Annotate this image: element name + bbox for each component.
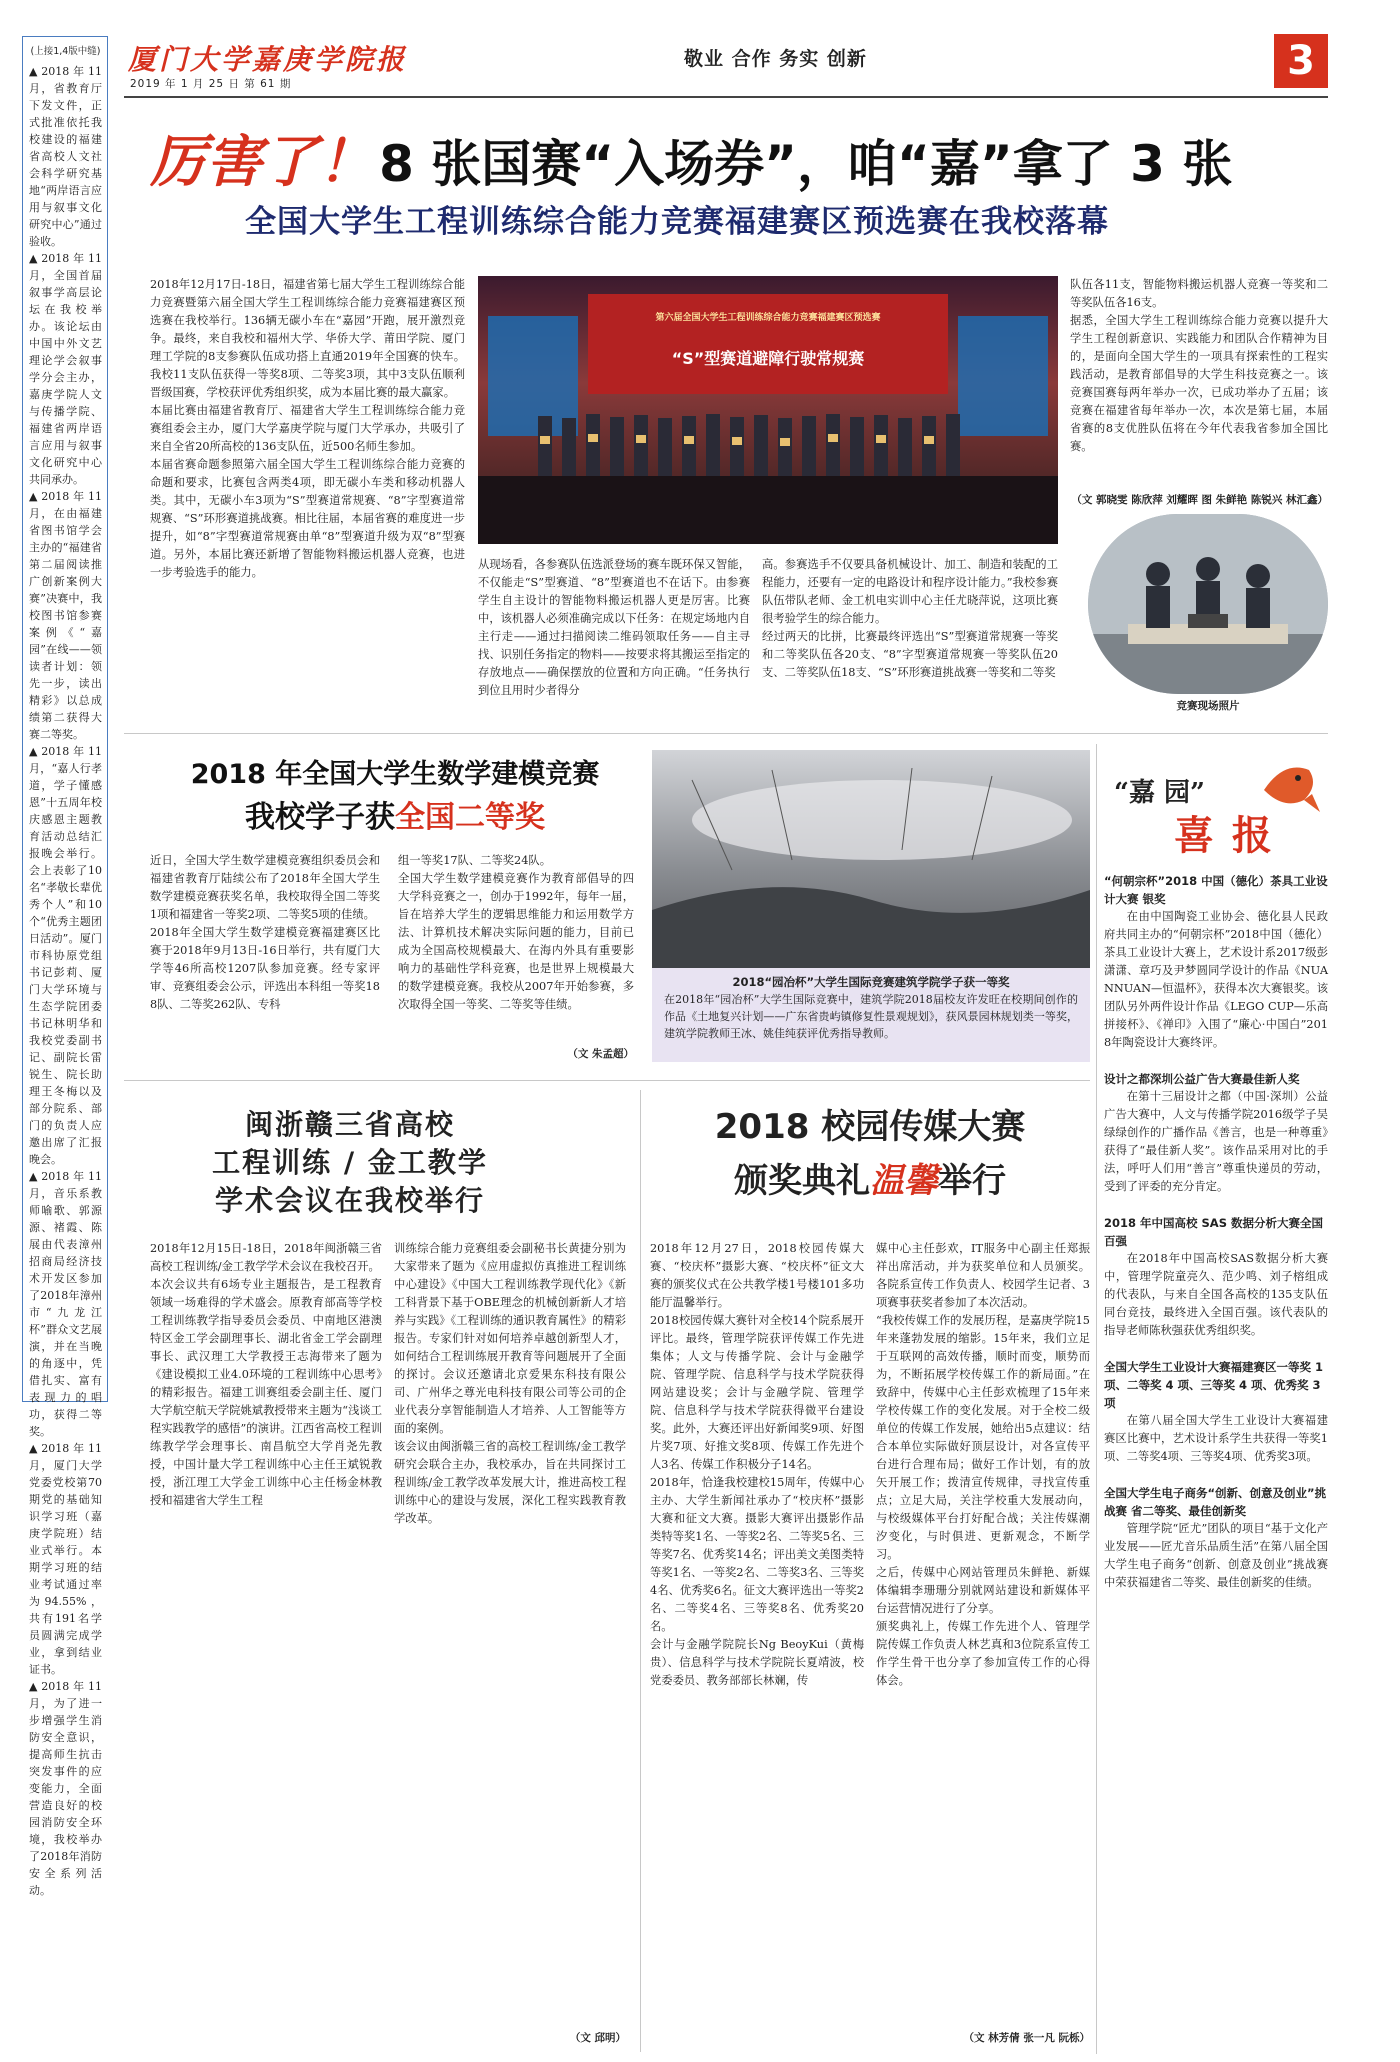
stage-backdrop xyxy=(588,294,948,394)
sidebar-news-briefs: ▲2018年11月，省教育厅下发文件，正式批准依托我校建设的福建省高校人文社会科学研究基地“两岸语言应用与叙事文化研究中心”通过验收。 ▲2018年11月，全国首届叙事学高层论坛在我校举办。该论坛由中国中外文艺理论学会叙事学分会主办，嘉庚学院人文与传播学院、福建省两岸语言应用与叙事文化研究中心共同承办。 ▲2018年11月，在由福建省图书馆学会主办的“福建省第二届阅读推广创新案例大赛”决赛中，我校图书馆参赛案例《“嘉园”在线——领读者计划：领先一步，读出精彩》以总成绩第二获得大赛二等奖。 ▲2018年11月，“嘉人行孝道，学子懂感恩”十五周年校庆感恩主题教育活动总结汇报晚会举行。会上表彰了10名“孝敬长辈优秀个人”和10个“优秀主题团日活动”。厦门市科协原党组书记彭莉、厦门大学环境与生态学院团委书记林明华和我校党委副书记、副院长雷锐生、院长助理王冬梅以及部分院系、部门的负责人应邀出席了汇报晚会。 ▲2018年11月，音乐系教师喻歌、郭源源、褚霞、陈展由代表漳州招商局经济技术开发区参加了2018年漳州市“九龙江杯”群众文艺展演，并在当晚的角逐中，凭借扎实、富有表现力的唱功，获得二等奖。 ▲2018年11月，厦门大学党委党校第70期党的基础知识学习班（嘉庚学院班）结业式举行。本期学习班的结业考试通过率为94.55%，共有191名学员圆满完成学业，拿到结业证书。 ▲2018年11月，为了进一步增强学生消防安全意识，提高师生抗击突发事件的应变能力，全面营造良好的校园消防安全环境，我校举办了2018年消防安全系列活动。 xyxy=(29,65,102,1897)
issue-date: 2019 年 1 月 25 日 第 61 期 xyxy=(130,78,292,90)
a2-title-line2 xyxy=(150,792,640,836)
a5-title-line2 xyxy=(650,1154,1090,1208)
a3-caption-body: 在2018年“园冶杯”大学生国际竞赛中，建筑学院2018届校友许发旺在校期间创作的作品《土地复兴计划——广东省贵屿镇修复性景观规划》，获风景园林规划类一等奖，建筑学院教师王冰、姚佳纯获评优秀指导教师。 xyxy=(664,993,1078,1040)
xibao-item-title: 全国大学生电子商务“创新、创意及创业”挑战赛 省二等奖、最佳创新奖 xyxy=(1104,1486,1327,1518)
divider-xibao xyxy=(1096,744,1097,2054)
a4-headline xyxy=(150,1106,550,1220)
xibao-header-subtitle: 喜 报 xyxy=(1174,812,1274,859)
terrain xyxy=(652,887,1090,968)
stage-screen-right xyxy=(958,316,1048,436)
xibao-item-title: 全国大学生工业设计大赛福建赛区一等奖 1 项、二等奖 4 项、三等奖 4 项、优秀奖 3 项 xyxy=(1104,1360,1324,1410)
a4-title-line3: 学术会议在我校举行 xyxy=(214,1184,485,1217)
a2-col2: 组一等奖17队、二等奖24队。 全国大学生数学建模竞赛作为教育部倡导的四大学科竞赛之一，创办于1992年，每年一届，旨在培养大学生的逻辑思维能力和运用数学方法、计算机技术解决实际问题的能力，目前已成为全国高校规模最大、在海内外具有重要影响力的基础性学科竞赛，也是世界上规模最大的数学建模竞赛。我校从2007年开始参赛，多次取得全国一等奖、二等奖等佳绩。 xyxy=(398,854,634,1011)
xibao-item-body: 在第八届全国大学生工业设计大赛福建赛区比赛中，艺术设计系学生共获得一等奖1项、二等奖4项、三等奖4项、优秀奖3项。 xyxy=(1104,1414,1328,1463)
a1-kicker: 厉害了！ xyxy=(150,129,374,195)
contest-scene-illustration xyxy=(1088,514,1328,694)
xibao-item-title: 设计之都深圳公益广告大赛最佳新人奖 xyxy=(1104,1072,1300,1086)
xibao-item xyxy=(1104,1358,1328,1466)
a2-col1: 近日，全国大学生数学建模竞赛组织委员会和福建省教育厅陆续公布了2018年全国大学生数学建模竞赛获奖名单，我校取得全国二等奖1项和福建省一等奖2项、二等奖5项的佳绩。 2018年全国大学生数学建模竞赛福建赛区比赛于2018年9月13日-16日举行，共有厦门大学等46所高校1207队参加竞赛。经专家评审、竞赛组委会公示，评选出本科组一等奖188队、二等奖262队、专科 xyxy=(150,854,380,1011)
masthead-title: 厦门大学嘉庚学院报 xyxy=(128,43,408,76)
a2-title-red: 全国二等奖 xyxy=(395,800,545,835)
xibao-item-title: “何朝宗杯”2018 中国（德化）茶具工业设计大赛 银奖 xyxy=(1104,874,1328,906)
a1-title: 8 张国赛“入场券”，咱“嘉”拿了 3 张 xyxy=(379,135,1233,193)
xibao-box xyxy=(1104,750,1328,2062)
award-ceremony-photo xyxy=(478,276,1058,544)
stage-floor xyxy=(478,476,1058,544)
a5-headline xyxy=(650,1100,1090,1208)
xibao-item-body: 在2018年中国高校SAS数据分析大赛中，管理学院童亮久、范少鸣、刘子榕组成的代表队，与来自全国各高校的135支队伍同台竞技，最终进入全国百强。该代表队的指导老师陈秋强获优秀组织奖。 xyxy=(1104,1252,1328,1337)
a2-credit: （文 朱孟超） xyxy=(567,1048,634,1060)
xibao-item xyxy=(1104,1214,1328,1340)
sidebar-column xyxy=(22,36,108,1897)
a4-col2: 训练综合能力竞赛组委会副秘书长黄捷分别为大家带来了题为《应用虚拟仿真推进工程训练中心建设》《中国大工程训练教学现代化》《新工科背景下基于OBE理念的机械创新新人才培养与实践》《工程训练的通识教育属性》的精彩报告。专家们针对如何培养卓越创新型人才，如何结合工程训练展开教育等问题展开了全面的探讨。会议还邀请北京爱果东科技有限公司、广州华之尊光电科技有限公司等公司的企业代表分享智能制造人才培养、人工智能等方面的案例。 该会议由闽浙赣三省的高校工程训练/金工教学研究会联合主办，我校承办，旨在共同探讨工程训练/金工教学改革发展大计，推进高校工程训练中心的建设与发展，深化工程实践教育教学改革。 xyxy=(394,1242,626,1525)
xibao-header-title: “嘉 园” xyxy=(1114,778,1205,808)
page-number: 3 xyxy=(1287,38,1315,84)
a2-title-line1: 2018 年全国大学生数学建模竞赛 xyxy=(190,759,600,790)
xibao-item xyxy=(1104,1070,1328,1196)
xibao-item xyxy=(1104,872,1328,1052)
a4-title-line1: 闽浙赣三省高校 xyxy=(244,1108,455,1141)
stage-banner-subtitle: “S”型赛道避障行驶常规赛 xyxy=(671,349,865,368)
a1-col4: 队伍各11支，智能物料搬运机器人竞赛一等奖和二等奖队伍各16支。 据悉，全国大学生工程训练综合能力竞赛以提升大学生工程创新意识、实践能力和团队合作精神为目的，是面向全国大学生的一项具有探索性的工程实践活动，是教育部倡导的大学生科技竞赛之一。该竞赛国赛每两年举办一次，已成功举办了五届；该竞赛在福建省每年举办一次，本次是第七届，本届省赛的8支优胜队伍将在今年代表我省参加全国比赛。 xyxy=(1070,278,1328,453)
masthead-slogan: 敬业 合作 务实 创新 xyxy=(684,48,867,70)
divider-1 xyxy=(124,733,1328,734)
xibao-item-body: 管理学院“匠尤”团队的项目“基于文化产业发展——匠尤音乐品质生活”在第八届全国大学生电子商务“创新、创意及创业”挑战赛中荣获福建省二等奖、最佳创新奖的佳绩。 xyxy=(1104,1522,1328,1589)
xibao-item-title: 2018 年中国高校 SAS 数据分析大赛全国百强 xyxy=(1104,1216,1323,1248)
a5-title-part1: 颁奖典礼 xyxy=(734,1161,870,1201)
yuanye-cup-design-image xyxy=(652,750,1090,968)
koi-fish-icon xyxy=(1254,750,1324,820)
a1-headline xyxy=(150,118,1300,195)
stage-banner-text: 第六届全国大学生工程训练综合能力竞赛福建赛区预选赛 xyxy=(655,313,881,323)
page-number-badge xyxy=(1274,34,1328,88)
a1-col2: 从现场看，各参赛队伍选派登场的赛车既环保又智能，不仅能走“S”型赛道、“8”型赛道也不在话下。由参赛学生自主设计的智能物料搬运机器人更是厉害。比赛中，该机器人必须准确完成以下任务：在规定场地内自主行走——通过扫描阅读二维码领取任务——自主寻找、识别任务指定的物料——按要求将其搬运至指定的存放地点——确保摆放的位置和方向正确。“任务执行到位且用时少者得分 xyxy=(478,558,750,697)
a2-title-black: 我校学子获 xyxy=(245,800,395,835)
a4-title-line2: 工程训练 / 金工教学 xyxy=(212,1146,488,1179)
a5-col2: 媒中心主任彭欢，IT服务中心副主任郑振祥出席活动，并为获奖单位和人员颁奖。各院系宣传工作负责人、校园学生记者、3项赛事获奖者参加了本次活动。 “我校传媒工作的发展历程，是嘉庚学院15年来蓬勃发展的缩影。15年来，我们立足于互联网的高效传播，顺时而变，顺势而为，不断拓展学校传媒工作的新局面。”在致辞中，传媒中心主任彭欢梳理了15年来学校传媒工作的变化发展。对于全校二级单位的传媒工作发展，她给出5点建议：结合本单位实际做好顶层设计，对各宣传平台进行合理布局；做好工作计划，有的放矢开展工作；拨清宣传规律，寻找宣传重点；立足大局，关注学校重大发展动向，与校级媒体平台打好配合战；关注传媒潮汐变化，与时俱进、更新观念，不断学习。 之后，传媒中心网站管理员朱鲜艳、新媒体编辑李珊珊分别就网站建设和新媒体平台运营情况进行了分享。 颁奖典礼上，传媒工作先进个人、管理学院传媒工作负责人林艺真和3位院系宣传工作学生骨干也分享了参加宣传工作的心得体会。 xyxy=(876,1242,1090,1687)
xibao-item-body: 在由中国陶瓷工业协会、德化县人民政府共同主办的“何朝宗杯”2018中国（德化）茶具工业设计大赛上，艺术设计系2017级彭潇潇、章巧及尹梦圆同学设计的作品《NUANNUAN—恒温杯》，获得本次大赛银奖。该团队另外两件设计作品《LEGO CUP—乐高拼接杯》、《禅印》入围了“廉心·中国白”2018年陶瓷设计大赛终评。 xyxy=(1104,910,1328,1049)
masthead xyxy=(124,36,1328,94)
a5-title-line1: 2018 校园传媒大赛 xyxy=(714,1107,1026,1147)
cloud-layer xyxy=(692,780,1072,860)
xibao-header xyxy=(1104,750,1328,868)
divider-vertical xyxy=(640,1090,641,2052)
award-winners-row xyxy=(538,414,960,476)
contest-photo-caption: 竞赛现场照片 xyxy=(1176,700,1240,712)
contest-scene-photo xyxy=(1088,514,1328,694)
xibao-item-body: 在第十三届设计之都（中国·深圳）公益广告大赛中，人文与传播学院2016级学子吴绿绿创作的广播作品《善言，也是一种尊重》获得了“最佳新人奖”。该作品采用对比的手法，呼吁人们用“善言”尊重快递员的劳动，受到了评委的充分肯定。 xyxy=(1104,1090,1328,1193)
a3-caption-box xyxy=(652,968,1090,1062)
a1-col3: 高。参赛选手不仅要具备机械设计、加工、制造和装配的工程能力，还要有一定的电路设计和程序设计能力。”我校参赛队伍带队老师、金工机电实训中心主任尤晓萍说，这项比赛很考验学生的综合能力。 经过两天的比拼，比赛最终评选出“S”型赛道常规赛一等奖和二等奖队伍各20支、“8”字型赛道常规赛一等奖队伍20支、二等奖队伍18支、“S”环形赛道挑战赛一等奖和二等奖 xyxy=(762,558,1058,679)
a1-credit: （文 郭晓雯 陈欣萍 刘耀晖 图 朱鲜艳 陈锐兴 林汇鑫） xyxy=(1071,494,1328,506)
xibao-item xyxy=(1104,1484,1328,1592)
a3-caption-title: 2018“园冶杯”大学生国际竞赛建筑学院学子获一等奖 xyxy=(732,975,1010,989)
a5-credit: （文 林芳倩 张一凡 阮栎） xyxy=(963,2032,1090,2044)
a4-col1: 2018年12月15日-18日，2018年闽浙赣三省高校工程训练/金工教学学术会议在我校召开。 本次会议共有6场专业主题报告，是工程教育领域一场难得的学术盛会。原教育部高等学校工程训练教学指导委员会委员、中南地区港澳特区金工学会副理事长、湖北省金工学会副理事长、武汉理工大学教授王志海带来了题为《建设模拟工业4.0环境的工程训练中心思考》的精彩报告。福建工训赛组委会副主任、厦门大学航空航天学院姚斌教授带来主题为“浅谈工程实践教学的感悟”的演讲。江西省高校工程训练教学学会理事长、南昌航空大学肖尧先教授，中国计量大学工程训练中心主任王斌锐教授，浙江理工大学金工训练中心主任杨金林教授和福建省大学生工程 xyxy=(150,1242,382,1507)
robot-car xyxy=(1188,614,1228,628)
a1-subtitle: 全国大学生工程训练综合能力竞赛福建赛区预选赛在我校落幕 xyxy=(245,204,1109,240)
sidebar-continuation: (上接1,4版中缝) xyxy=(30,46,101,57)
landscape-design-illustration xyxy=(652,750,1090,968)
a5-col1: 2018年12月27日，2018校园传媒大赛、“校庆杯”摄影大赛、“校庆杯”征文大赛的颁奖仪式在公共教学楼1号楼101多功能厅温馨举行。 2018校园传媒大赛针对全校14个院系展开评比。最终，管理学院获评传媒工作先进集体；人文与传播学院、会计与金融学院、管理学院、信息科学与技术学院获得网站建设奖；会计与金融学院、管理学院、信息科学与技术学院获得微平台建设奖。此外，大赛还评出好新闻奖9项、好图片奖7项、好推文奖8项、传媒工作先进个人3名、传媒工作积极分子14名。 2018年，恰逢我校建校15周年，传媒中心主办、大学生新闻社承办了“校庆杯”摄影大赛和征文大赛。摄影大赛评出摄影作品类特等奖1名、一等奖2名、二等奖5名、三等奖7名、优秀奖14名；评出美文美图类特等奖1名、一等奖2名、二等奖3名、三等奖4名、优秀奖6名。征文大赛评选出一等奖2名、二等奖4名、三等奖8名、优秀奖20名。 会计与金融学院院长Ng BeoyKui（黄梅贵）、信息科学与技术学院院长夏靖波，校党委委员、教务部部长林斓，传 xyxy=(650,1242,864,1687)
a4-credit: （文 邱明） xyxy=(569,2032,626,2044)
a5-title-warm: 温馨 xyxy=(870,1161,938,1201)
divider-2 xyxy=(124,1080,1090,1081)
a5-title-part3: 举行 xyxy=(938,1161,1006,1201)
masthead-rule xyxy=(124,96,1328,98)
a1-col1: 2018年12月17日-18日，福建省第七届大学生工程训练综合能力竞赛暨第六届全国大学生工程训练综合能力竞赛福建赛区预选赛在我校举行。136辆无碳小车在“嘉园”开跑，展开激烈竞争。最终，来自我校和福州大学、华侨大学、莆田学院、厦门理工学院的8支参赛队伍成功搭上直通2019年全国赛的快车。我校11支队伍获得一等奖8项、二等奖3项，其中3支队伍顺利晋级国赛，学校获评优秀组织奖，成为本届比赛的最大赢家。 本届比赛由福建省教育厅、福建省大学生工程训练综合能力竞赛组委会主办，厦门大学嘉庚学院与厦门大学承办，共吸引了来自全省20所高校的136支队伍，近500名师生参加。 本届省赛命题参照第六届全国大学生工程训练综合能力竞赛的命题和要求，比赛包含两类4项，即无碳小车类和移动机器人类。其中，无碳小车3项为“S”型赛道常规赛、“8”字型赛道常规赛、“S”环形赛道挑战赛。相比往届，本届省赛的难度进一步提升，如“8”字型赛道常规赛由单“8”型赛道升级为双“8”型赛道。另外，本届比赛还新增了智能物料搬运机器人竞赛，也进一步考验选手的能力。 xyxy=(150,278,465,579)
